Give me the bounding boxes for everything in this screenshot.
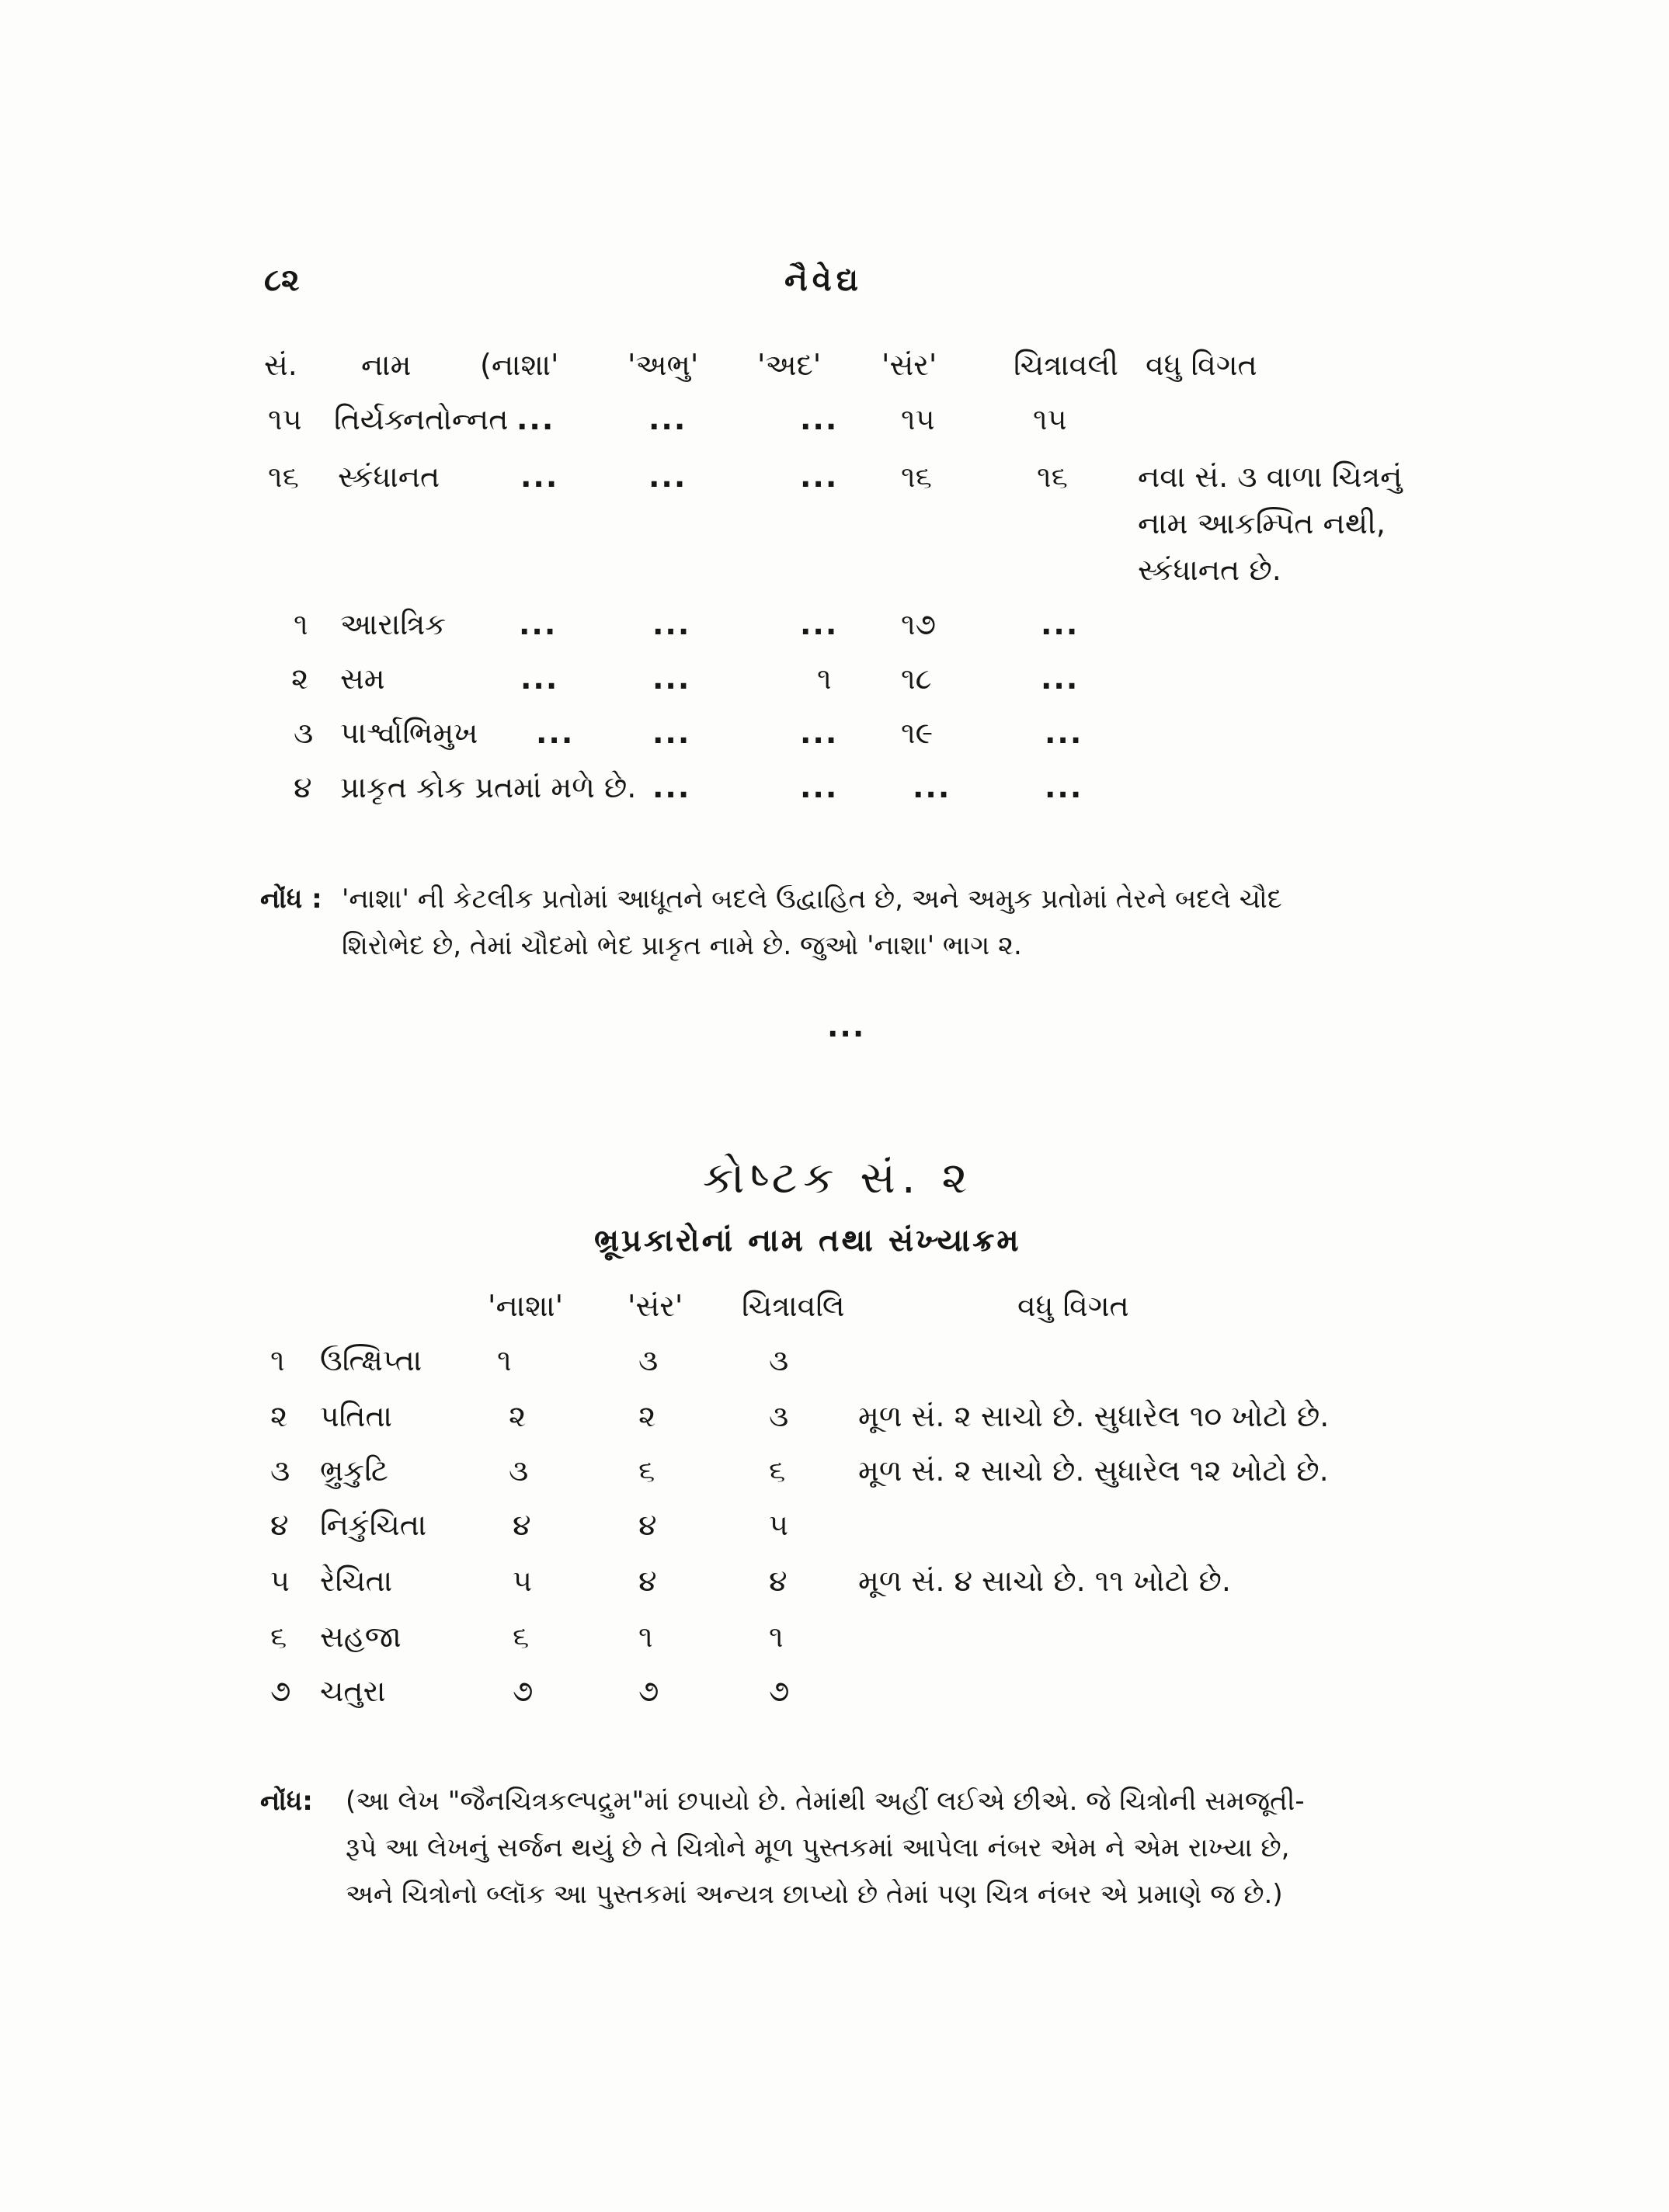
row-vigat-line3: સ્કંધાનત છે. — [1138, 553, 1281, 587]
row-vigat: મૂળ સં. ૪ સાચો છે. ૧૧ ખોટો છે. — [858, 1564, 1231, 1598]
note-2-line2: રૂપે આ લેખનું સર્જન થયું છે તે ચિત્રોને મૂળ પુસ્તકમાં આપેલા નંબર એમ ને એમ રાખ્યા છે, — [346, 1832, 1290, 1863]
row-abhu: ... — [648, 460, 687, 494]
col-header-ad: 'અદ' — [757, 348, 822, 382]
row-name: સમ — [340, 662, 385, 696]
row-sanr: ૪ — [638, 1564, 657, 1598]
row-name: ઉત્ક્ષિપ્તા — [320, 1343, 422, 1377]
row-nasha: ૨ — [509, 1399, 527, 1433]
row-abhu: ... — [652, 662, 691, 696]
col-header-vigat: વધુ વિગત — [1146, 348, 1257, 382]
page-number: ૮૨ — [264, 262, 300, 298]
row-chitravali: ૭ — [769, 1674, 790, 1708]
col-header-chitravali: ચિત્રાવલી — [1014, 348, 1118, 382]
row-sanr: ૪ — [638, 1508, 657, 1542]
row-name: પ્રાકૃત કોક પ્રતમાં મળે છે. — [340, 770, 637, 804]
row-chitravali: ... — [1041, 662, 1080, 696]
row-sn: ૪ — [294, 770, 312, 804]
row-chitravali: ૧૫ — [1033, 402, 1067, 436]
row-nasha: ... — [520, 662, 559, 696]
section-2-title: કોષ્ટક સં. ૨ — [703, 1153, 974, 1203]
row-chitravali: ૬ — [769, 1453, 786, 1488]
row-name: આરાત્રિક — [340, 607, 447, 641]
col-header-abhu: 'અભુ' — [628, 348, 699, 382]
note-2-line1: (આ લેખ "જૈનચિત્રકલ્પદ્રુમ"માં છપાયો છે. તેમાંથી અહીં લઈએ છીએ. જે ચિત્રોની સમજૂતી- — [346, 1786, 1305, 1817]
row-chitravali: ... — [1041, 607, 1080, 641]
row-nasha: ૧ — [497, 1343, 512, 1377]
row-nasha: ૫ — [513, 1564, 532, 1598]
row-sanr: ૧૮ — [901, 662, 932, 696]
row-vigat: મૂળ સં. ૨ સાચો છે. સુધારેલ ૧૨ ખોટો છે. — [858, 1453, 1329, 1488]
row-nasha: ... — [516, 402, 555, 436]
running-title: નૈવેદ્ય — [784, 262, 864, 298]
row-sn: ૨ — [291, 662, 309, 696]
row-ad: ૧ — [817, 662, 832, 696]
row-sn: ૧૫ — [268, 402, 302, 436]
col-header-chitravali: ચિત્રાવલિ — [742, 1289, 845, 1323]
row-name: ચતુરા — [320, 1674, 386, 1708]
row-sn: ૬ — [270, 1620, 287, 1654]
row-chitravali: ૧૬ — [1037, 460, 1068, 494]
row-name: નિકુંચિતા — [320, 1508, 427, 1542]
row-nasha: ... — [536, 716, 575, 750]
col-header-name: નામ — [361, 348, 412, 382]
note-1-label: નોંધ : — [260, 884, 322, 915]
col-header-sn: સં. — [264, 348, 297, 382]
row-sn: ૭ — [270, 1674, 291, 1708]
row-sanr: ૧૫ — [901, 402, 935, 436]
col-header-nasha: (નાશા' — [480, 348, 559, 382]
row-ad: ... — [800, 460, 839, 494]
row-ad: ... — [800, 716, 839, 750]
row-sanr: ૧૬ — [901, 460, 932, 494]
row-sanr: ૧ — [638, 1620, 653, 1654]
col-header-sanr: 'સંર' — [628, 1289, 683, 1323]
note-1-line2: શિરોભેદ છે, તેમાં ચૌદમો ભેદ પ્રાકૃત નામે છે. જુઓ 'નાશા' ભાગ ૨. — [342, 930, 1022, 961]
note-1-line1: 'નાશા' ની કેટલીક પ્રતોમાં આધૂતને બદલે ઉદ્વાહિત છે, અને અમુક પ્રતોમાં તેરને બદલે ચૌદ — [342, 884, 1282, 915]
row-nasha: ૩ — [509, 1453, 529, 1488]
row-ad: ... — [800, 770, 839, 804]
row-name: ભ્રુકુટિ — [320, 1453, 388, 1488]
row-chitravali: ૪ — [769, 1564, 788, 1598]
row-sanr: ૨ — [638, 1399, 656, 1433]
row-name: રેચિતા — [320, 1564, 393, 1598]
row-ad: ... — [800, 607, 839, 641]
row-name: સ્કંધાનત — [338, 460, 440, 494]
row-abhu: ... — [648, 402, 687, 436]
row-sanr: ૧૯ — [901, 716, 934, 750]
row-abhu: ... — [652, 716, 691, 750]
row-chitravali: ૩ — [769, 1343, 789, 1377]
row-sanr: ૧૭ — [901, 607, 937, 641]
row-sanr: ૩ — [638, 1343, 659, 1377]
col-header-vigat: વધુ વિગત — [1017, 1289, 1129, 1323]
row-sn: ૧ — [294, 607, 308, 641]
row-sn: ૧૬ — [268, 460, 299, 494]
note-2-label: નોંધ: — [260, 1786, 313, 1817]
row-sn: ૧ — [270, 1343, 285, 1377]
section-2-subtitle: ભ્રૂપ્રકારોનાં નામ તથા સંખ્યાક્રમ — [594, 1223, 1021, 1259]
row-chitravali: ... — [1045, 716, 1083, 750]
row-chitravali: ૧ — [769, 1620, 784, 1654]
row-nasha: ૬ — [513, 1620, 530, 1654]
row-name: પાર્શ્વાભિમુખ — [340, 716, 478, 750]
note-2-line3: અને ચિત્રોનો બ્લૉક આ પુસ્તકમાં અન્યત્ર છાપ્યો છે તેમાં પણ ચિત્ર નંબર એ પ્રમાણે જ છે.) — [346, 1879, 1283, 1910]
row-nasha: ... — [652, 770, 691, 804]
row-sanr: ... — [913, 770, 951, 804]
row-sn: ૫ — [270, 1564, 290, 1598]
row-sanr: ૬ — [638, 1453, 655, 1488]
row-chitravali: ૫ — [769, 1508, 788, 1542]
row-abhu: ... — [652, 607, 691, 641]
row-name: તિર્યક્નતોન્નત — [334, 402, 509, 436]
row-sn: ૪ — [270, 1508, 289, 1542]
row-chitravali: ... — [1045, 770, 1083, 804]
row-vigat-line2: નામ આકમ્પિત નથી, — [1138, 506, 1386, 540]
row-nasha: ... — [520, 460, 559, 494]
col-header-nasha: 'નાશા' — [488, 1289, 564, 1323]
row-name: પતિતા — [320, 1399, 392, 1433]
row-nasha: ૪ — [513, 1508, 531, 1542]
row-sanr: ૭ — [638, 1674, 659, 1708]
col-header-sanr: 'સંર' — [881, 348, 937, 382]
row-chitravali: ૩ — [769, 1399, 789, 1433]
row-vigat: મૂળ સં. ૨ સાચો છે. સુધારેલ ૧૦ ખોટો છે. — [858, 1399, 1330, 1433]
row-sn: ૨ — [270, 1399, 288, 1433]
row-ad: ... — [800, 402, 839, 436]
row-sn: ૩ — [270, 1453, 290, 1488]
row-vigat-line1: નવા સં. ૩ વાળા ચિત્રનું — [1138, 460, 1403, 494]
row-nasha: ૭ — [513, 1674, 534, 1708]
separator-dots: ... — [827, 1009, 866, 1043]
row-sn: ૩ — [294, 716, 314, 750]
row-nasha: ... — [519, 607, 558, 641]
row-name: સહજા — [320, 1620, 402, 1654]
